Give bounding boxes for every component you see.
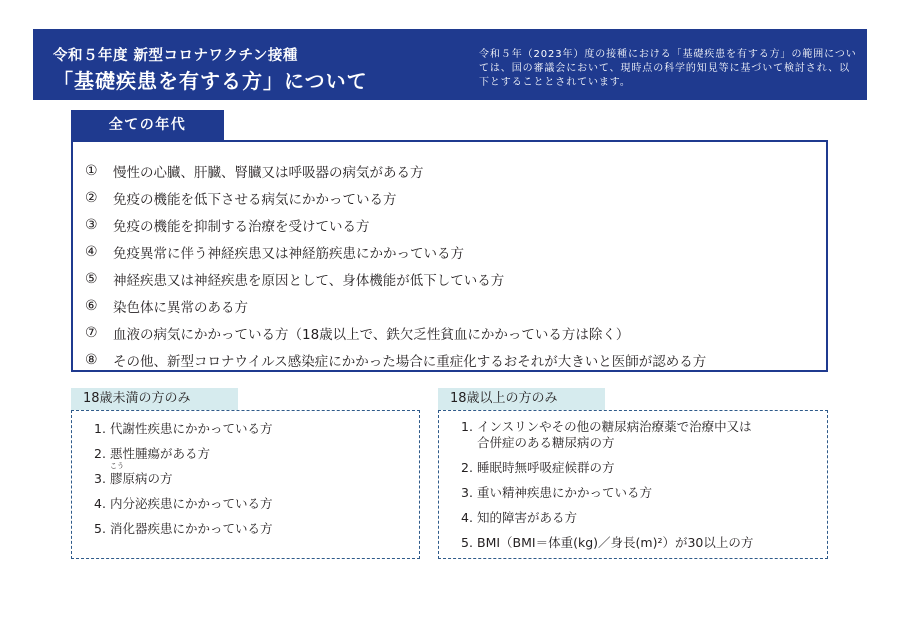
item-number: 4. bbox=[94, 496, 106, 511]
item-text: 重い精神疾患にかかっている方 bbox=[477, 485, 653, 500]
item-text-line1: インスリンやその他の糖尿病治療薬で治療中又は bbox=[477, 419, 752, 434]
item-number: ⑧ bbox=[85, 351, 98, 368]
item-text: 免疫異常に伴う神経疾患又は神経筋疾患にかかっている方 bbox=[113, 245, 464, 262]
item-text: 消化器疾患にかかっている方 bbox=[110, 521, 273, 536]
list-item bbox=[85, 184, 706, 211]
under18-box bbox=[71, 410, 420, 559]
item-text: 免疫の機能を抑制する治療を受けている方 bbox=[113, 218, 370, 235]
item-number: ① bbox=[85, 162, 98, 179]
list-item bbox=[461, 510, 753, 526]
under18-list bbox=[94, 421, 273, 546]
header-subtitle: 令和５年度 新型コロナワクチン接種 bbox=[53, 48, 298, 64]
item-number: 2. bbox=[461, 460, 473, 475]
item-text: 染色体に異常のある方 bbox=[113, 299, 248, 316]
header-note: 令和５年（2023年）度の接種における「基礎疾患を有する方」の範囲については、国の審議会において、現時点の科学的知見等に基づいて検討され、以下とすることとされています。 bbox=[479, 49, 857, 88]
item-text bbox=[477, 419, 752, 451]
list-item bbox=[85, 238, 706, 265]
all-ages-list bbox=[85, 157, 706, 373]
all-ages-box bbox=[71, 140, 828, 372]
list-item bbox=[85, 265, 706, 292]
item-number: 1. bbox=[461, 419, 473, 434]
item-number: ③ bbox=[85, 216, 98, 233]
item-number: 4. bbox=[461, 510, 473, 525]
item-text-rest: 原病の方 bbox=[122, 471, 173, 486]
ruby-base-char: 膠 bbox=[110, 471, 123, 486]
list-item bbox=[85, 319, 706, 346]
item-text: 代謝性疾患にかかっている方 bbox=[110, 421, 273, 436]
over18-box bbox=[438, 410, 828, 559]
item-text: BMI（BMI＝体重(kg)／身長(m)²）が30以上の方 bbox=[477, 535, 754, 550]
under18-label: 18歳未満の方のみ bbox=[71, 388, 238, 410]
list-item bbox=[94, 496, 273, 512]
list-item bbox=[85, 346, 706, 373]
item-number: 3. bbox=[461, 485, 473, 500]
item-text: 知的障害がある方 bbox=[477, 510, 578, 525]
list-item bbox=[461, 485, 753, 501]
item-text: 神経疾患又は神経疾患を原因として、身体機能が低下している方 bbox=[113, 272, 505, 289]
item-number: 3. bbox=[94, 471, 106, 486]
item-number: ⑥ bbox=[85, 297, 98, 314]
item-number: ② bbox=[85, 189, 98, 206]
list-item bbox=[461, 460, 753, 476]
item-text: 慢性の心臓、肝臓、腎臓又は呼吸器の病気がある方 bbox=[113, 164, 424, 181]
item-text: 血液の病気にかかっている方（18歳以上で、鉄欠乏性貧血にかかっている方は除く） bbox=[113, 326, 630, 343]
list-item bbox=[94, 421, 273, 437]
ruby-base bbox=[110, 462, 124, 487]
list-item bbox=[94, 521, 273, 537]
item-number: ④ bbox=[85, 243, 98, 260]
item-number: ⑤ bbox=[85, 270, 98, 287]
item-text: 睡眠時無呼吸症候群の方 bbox=[477, 460, 615, 475]
item-text: 悪性腫瘍がある方 bbox=[110, 446, 211, 461]
over18-list bbox=[461, 419, 753, 560]
item-number: ⑦ bbox=[85, 324, 98, 341]
item-text: その他、新型コロナウイルス感染症にかかった場合に重症化するおそれが大きいと医師が認める方 bbox=[113, 353, 707, 370]
item-number: 5. bbox=[461, 535, 473, 550]
list-item bbox=[94, 462, 273, 487]
list-item bbox=[461, 535, 753, 551]
item-text: 内分泌疾患にかかっている方 bbox=[110, 496, 273, 511]
list-item bbox=[94, 446, 273, 462]
item-number: 5. bbox=[94, 521, 106, 536]
item-number: 2. bbox=[94, 446, 106, 461]
list-item bbox=[85, 211, 706, 238]
ruby-text: こう bbox=[110, 462, 124, 470]
item-number: 1. bbox=[94, 421, 106, 436]
list-item bbox=[85, 292, 706, 319]
item-text-line2: 合併症のある糖尿病の方 bbox=[477, 435, 615, 450]
list-item bbox=[85, 157, 706, 184]
over18-label: 18歳以上の方のみ bbox=[438, 388, 605, 410]
item-text: 免疫の機能を低下させる病気にかかっている方 bbox=[113, 191, 397, 208]
item-text bbox=[110, 462, 173, 487]
all-ages-label: 全ての年代 bbox=[71, 110, 224, 140]
list-item bbox=[461, 419, 753, 451]
header-title: 「基礎疾患を有する方」について bbox=[53, 69, 368, 93]
header-banner bbox=[33, 29, 867, 100]
